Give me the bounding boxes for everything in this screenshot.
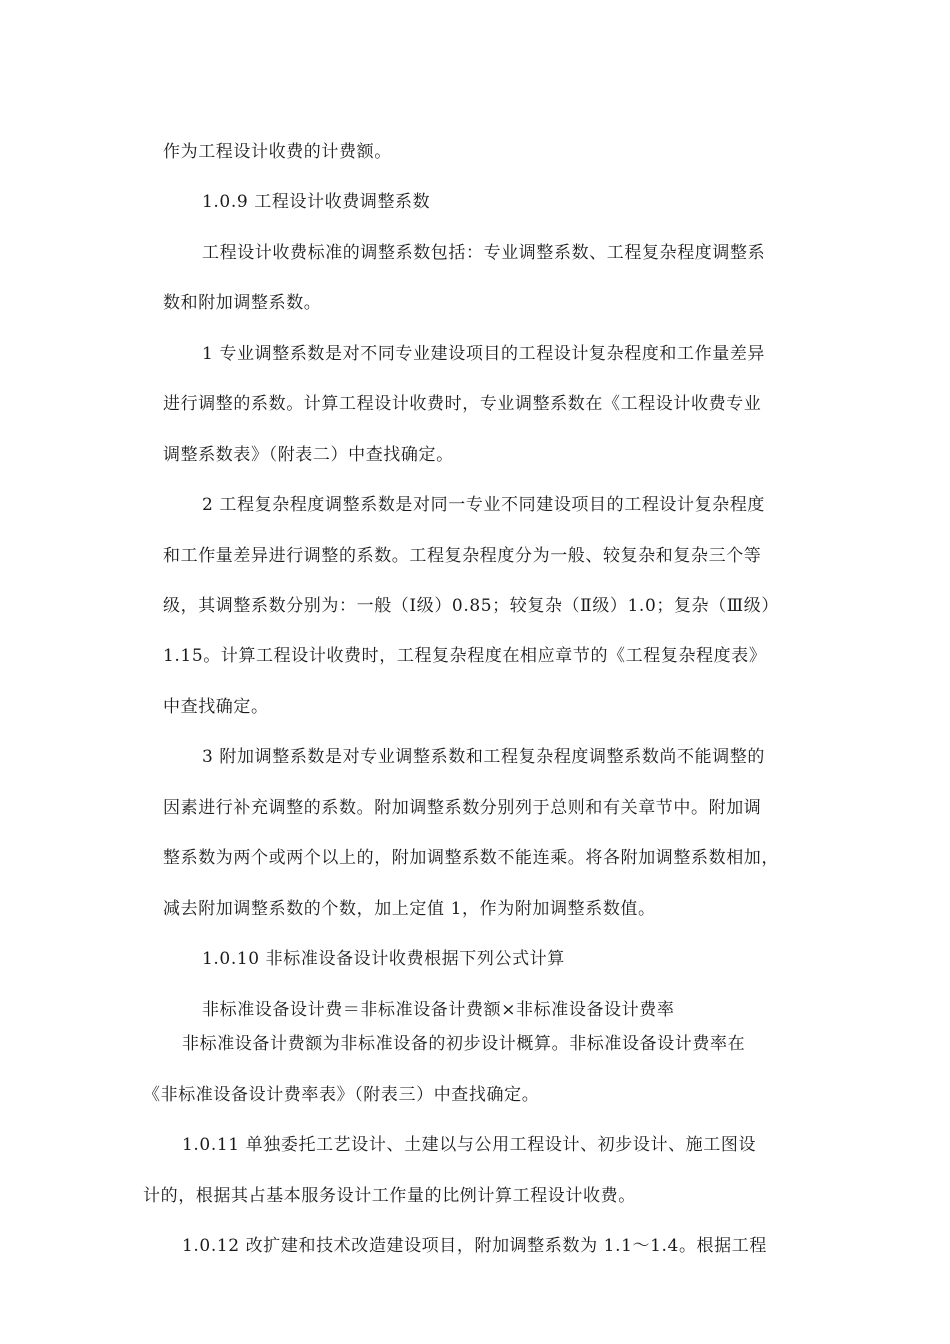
list-item-2: 2 工程复杂程度调整系数是对同一专业不同建设项目的工程设计复杂程度 (202, 495, 766, 515)
formula-line: 非标准设备设计费＝非标准设备计费额×非标准设备设计费率 (202, 1000, 675, 1020)
text-line-12: 中查找确定。 (163, 697, 269, 717)
text-line-15: 整系数为两个或两个以上的，附加调整系数不能连乘。将各附加调整系数相加， (163, 848, 779, 868)
section-heading-1-0-11: 1.0.11 单独委托工艺设计、土建以与公用工程设计、初步设计、施工图设 (182, 1135, 757, 1155)
text-line-22: 计的，根据其占基本服务设计工作量的比例计算工程设计收费。 (143, 1186, 636, 1206)
text-line-3: 工程设计收费标准的调整系数包括：专业调整系数、工程复杂程度调整系 (202, 243, 766, 263)
text-line-14: 因素进行补充调整的系数。附加调整系数分别列于总则和有关章节中。附加调 (163, 798, 762, 818)
list-item-3: 3 附加调整系数是对专业调整系数和工程复杂程度调整系数尚不能调整的 (202, 747, 766, 767)
text-line-9: 和工作量差异进行调整的系数。工程复杂程度分为一般、较复杂和复杂三个等 (163, 546, 762, 566)
text-line-16: 减去附加调整系数的个数，加上定值 1，作为附加调整系数值。 (163, 899, 656, 919)
section-heading-1-0-12: 1.0.12 改扩建和技术改造建设项目，附加调整系数为 1.1～1.4。根据工程 (182, 1236, 767, 1256)
text-line-19: 非标准设备计费额为非标准设备的初步设计概算。非标准设备设计费率在 (182, 1034, 746, 1054)
text-line-11: 1.15。计算工程设计收费时，工程复杂程度在相应章节的《工程复杂程度表》 (163, 646, 767, 666)
section-heading-1-0-9: 1.0.9 工程设计收费调整系数 (202, 192, 431, 212)
text-line-20: 《非标准设备设计费率表》（附表三）中查找确定。 (143, 1085, 540, 1105)
text-line-6: 进行调整的系数。计算工程设计收费时，专业调整系数在《工程设计收费专业 (163, 394, 762, 414)
text-line-7: 调整系数表》（附表二）中查找确定。 (163, 445, 454, 465)
text-line-10: 级，其调整系数分别为：一般（Ⅰ级）0.85；较复杂（Ⅱ级）1.0；复杂（Ⅲ级） (163, 596, 779, 616)
text-line-4: 数和附加调整系数。 (163, 293, 322, 313)
list-item-1: 1 专业调整系数是对不同专业建设项目的工程设计复杂程度和工作量差异 (202, 344, 766, 364)
text-line-1: 作为工程设计收费的计费额。 (163, 142, 392, 162)
section-heading-1-0-10: 1.0.10 非标准设备设计收费根据下列公式计算 (202, 949, 565, 969)
